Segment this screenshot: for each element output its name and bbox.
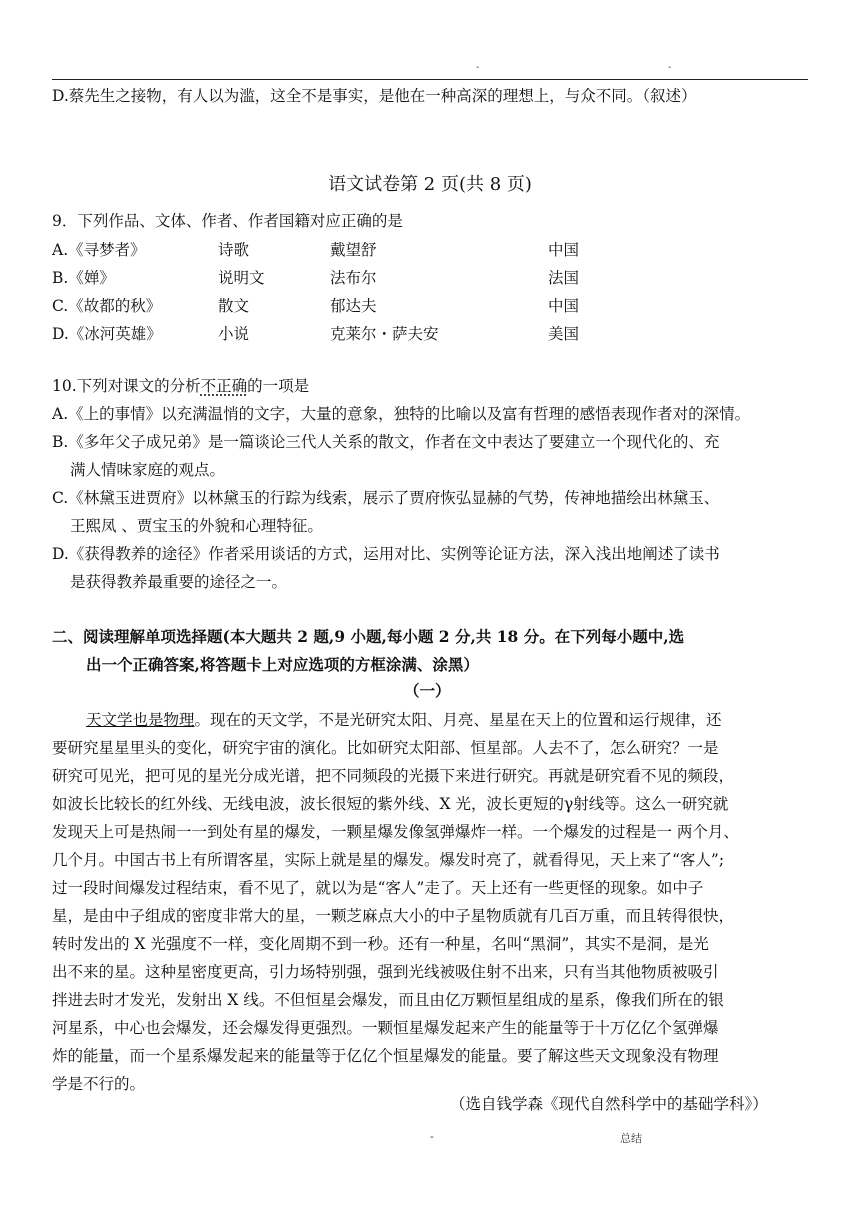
- footer-dash: -: [430, 1130, 434, 1143]
- q9-b-genre: 说明文: [218, 269, 265, 287]
- passage-underlined-phrase: 天文学也是物理: [86, 711, 195, 729]
- passage-line-10: 出不来的星。这种星密度更高，引力场特别强，强到光线被吸住射不出来，只有当其他物质被吸引: [52, 963, 719, 981]
- q9-d-work: D.《冰河英雄》: [52, 325, 162, 343]
- q9-c-genre: 散文: [218, 297, 250, 315]
- option-d-cai: D.蔡先生之接物，有人以为滥，这全不是事实，是他在一种高深的理想上，与众不同。（叙述）: [52, 87, 697, 105]
- passage-line-4: 如波长比较长的红外线、无线电波，波长很短的紫外线、X 光，波长更短的γ射线等。这么一研究就: [52, 795, 729, 813]
- q10-stem: [52, 375, 309, 397]
- q9-a-work: A.《寻梦者》: [52, 241, 146, 259]
- header-dash-right: -: [668, 62, 672, 73]
- q9-a-genre: 诗歌: [218, 241, 250, 259]
- q10-option-c-line2: 王熙凤 、贾宝玉的外貌和心理特征。: [70, 517, 323, 535]
- q10-option-a: A.《上的事情》以充满温悄的文字，大量的意象，独特的比喻以及富有哲理的感悟表现作者对的深情。: [52, 405, 751, 423]
- header-dash-left: -: [476, 62, 480, 73]
- passage-line-12: 河星系，中心也会爆发，还会爆发得更强烈。一颗恒星爆发起来产生的能量等于十万亿亿个氢弹爆: [52, 1019, 719, 1037]
- q9-a-nation: 中国: [548, 241, 580, 259]
- passage-line-14: 学是不行的。: [52, 1075, 146, 1093]
- header-rule: [52, 79, 808, 80]
- q9-d-author: 克莱尔・萨夫安: [330, 325, 439, 343]
- q9-a-author: 戴望舒: [330, 241, 377, 259]
- q9-c-author: 郁达夫: [330, 297, 377, 315]
- passage-line-8: 星，是由中子组成的密度非常大的星，一颗芝麻点大小的中子星物质就有几百万重，而且转得很快，: [52, 907, 735, 925]
- passage-line-1-rest: 。现在的天文学，不是光研究太阳、月亮、星星在天上的位置和运行规律，还: [194, 711, 722, 729]
- q9-stem: 9．下列作品、文体、作者、作者国籍对应正确的是: [52, 212, 403, 230]
- q10-option-b-line2: 满人情味家庭的观点。: [70, 461, 226, 479]
- passage-line-1: [86, 709, 722, 731]
- section2-part-label: （一）: [404, 681, 451, 700]
- q10-option-b-line1: B.《多年父子成兄弟》是一篇谈论三代人关系的散文，作者在文中表达了要建立一个现代化的、充: [52, 433, 720, 451]
- passage-line-7: 过一段时间爆发过程结束，看不见了，就以为是“客人”走了。天上还有一些更怪的现象。如中子: [52, 879, 704, 897]
- q10-stem-emphasis: 不正确: [200, 377, 248, 395]
- q9-b-nation: 法国: [548, 269, 580, 287]
- q10-option-d-line1: D.《获得教养的途径》作者采用谈话的方式，运用对比、实例等论证方法，深入浅出地阐述了读书: [52, 545, 720, 563]
- page-title: 语文试卷第 2 页(共 8 页): [328, 174, 532, 195]
- passage-line-9: 转时发出的 X 光强度不一样，变化周期不到一秒。还有一种星，名叫“黑洞”，其实不是洞，是光: [52, 935, 709, 953]
- passage-line-11: 拌进去时才发光，发射出 X 线。不但恒星会爆发，而且由亿万颗恒星组成的星系，像我们所在的银: [52, 991, 724, 1009]
- q9-b-work: B.《婵》: [52, 269, 115, 287]
- q9-c-nation: 中国: [548, 297, 580, 315]
- passage-source: （选自钱学森《现代自然科学中的基础学科》）: [450, 1095, 768, 1113]
- q9-d-nation: 美国: [548, 325, 580, 343]
- q10-option-c-line1: C.《林黛玉进贾府》以林黛玉的行踪为线索，展示了贾府恢弘显赫的气势，传神地描绘出林黛玉、: [52, 489, 720, 507]
- passage-line-3: 研究可见光，把可见的星光分成光谱，把不同频段的光摄下来进行研究。再就是研究看不见的频段，: [52, 767, 735, 785]
- q9-d-genre: 小说: [218, 325, 250, 343]
- passage-line-13: 炸的能量，而一个星系爆发起来的能量等于亿亿个恒星爆发的能量。要了解这些天文现象没有物理: [52, 1047, 719, 1065]
- q9-c-work: C.《故都的秋》: [52, 297, 162, 315]
- passage-line-6: 几个月。中国古书上有所谓客星，实际上就是星的爆发。爆发时亮了，就看得见，天上来了“客人”;: [52, 851, 725, 869]
- passage-line-2: 要研究星星里头的变化，研究宇宙的演化。比如研究太阳部、恒星部。人去不了，怎么研究？一是: [52, 739, 719, 757]
- section2-heading-line2: 出一个正确答案,将答题卡上对应选项的方框涂满、涂黑）: [86, 655, 479, 674]
- section2-heading-line1: 二、阅读理解单项选择题(本大题共 2 题,9 小题,每小题 2 分,共 18 分。在下列每小题中,选: [52, 627, 685, 646]
- q10-stem-post: 的一项是: [247, 377, 310, 395]
- q10-stem-pre: 10.下列对课文的分析: [52, 377, 201, 395]
- passage-line-5: 发现天上可是热闹一一到处有星的爆发，一颗星爆发像氢弹爆炸一样。一个爆发的过程是一 两个月、: [52, 823, 739, 841]
- q9-b-author: 法布尔: [330, 269, 377, 287]
- footer-label: 总结: [620, 1132, 642, 1145]
- q10-option-d-line2: 是获得教养最重要的途径之一。: [70, 573, 288, 591]
